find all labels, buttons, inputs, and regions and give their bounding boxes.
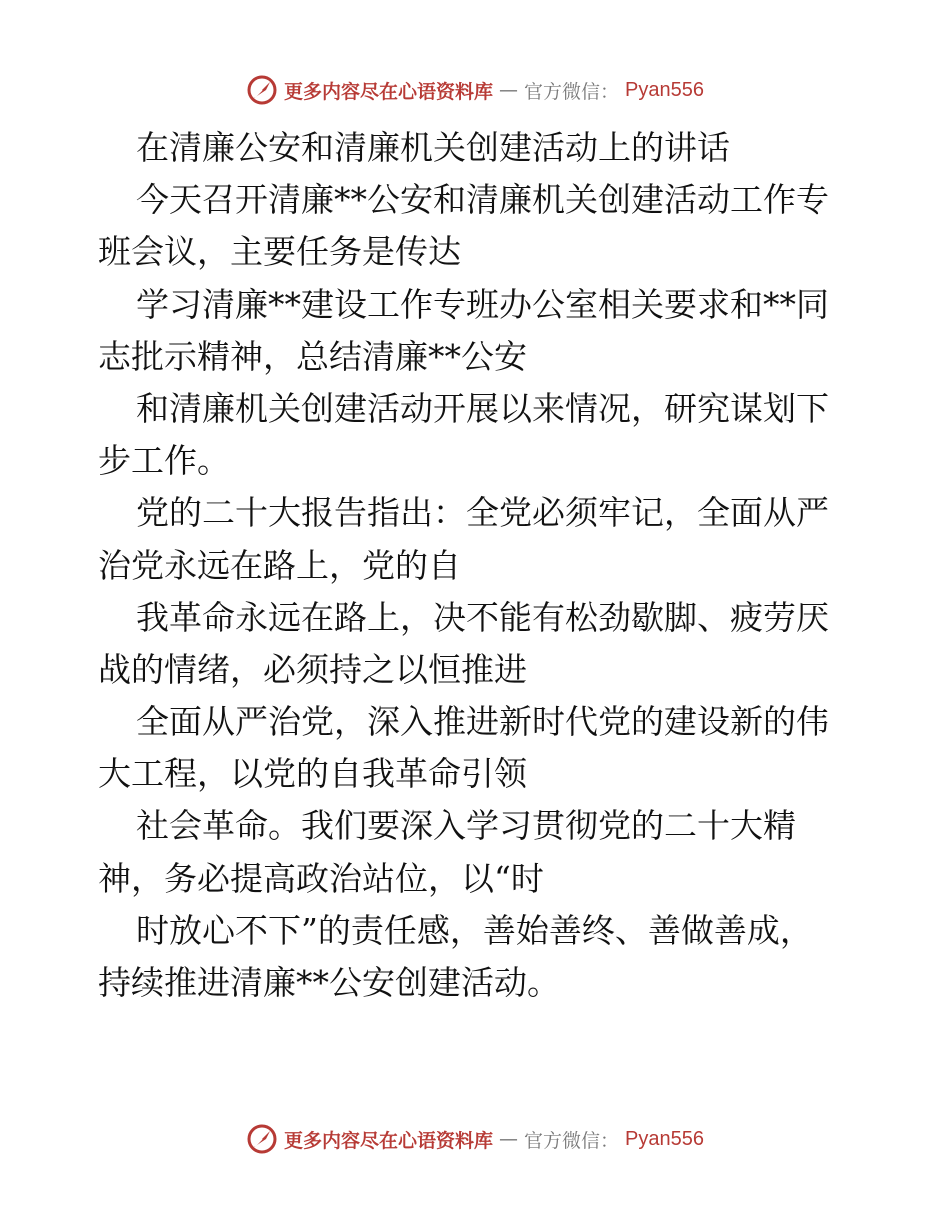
text-line: 今天召开清廉**公安和清廉机关创建活动工作专 [136, 180, 829, 220]
text-line: 社会革命。我们要深入学习贯彻党的二十大精 [136, 806, 796, 846]
text-line: 神，务必提高政治站位，以“时 [98, 858, 544, 898]
text-line: 和清廉机关创建活动开展以来情况，研究谋划下 [136, 388, 829, 428]
quill-logo-icon [246, 74, 278, 106]
text-line: 大工程，以党的自我革命引领 [98, 754, 527, 794]
text-line: 治党永远在路上，党的自 [98, 545, 461, 585]
header-banner-inner [246, 74, 704, 106]
text-line: 步工作。 [98, 441, 230, 481]
header-promo-text: 更多内容尽在心语资料库 [284, 80, 494, 103]
header-official-label: 官方微信： [524, 80, 620, 103]
text-line: 全面从严治党，深入推进新时代党的建设新的伟 [136, 702, 829, 742]
footer-official-label: 官方微信： [524, 1129, 620, 1152]
header-separator: — [499, 79, 519, 101]
quill-logo-icon [246, 1123, 278, 1155]
text-line: 班会议，主要任务是传达 [98, 232, 461, 272]
document-body [98, 122, 858, 1009]
text-line: 党的二十大报告指出：全党必须牢记，全面从严 [136, 493, 829, 533]
text-line: 志批示精神，总结清廉**公安 [98, 336, 527, 376]
footer-banner [0, 1119, 950, 1159]
document-title: 在清廉公安和清廉机关创建活动上的讲话 [136, 128, 730, 167]
footer-wechat-id: Pyan556 [625, 1127, 704, 1150]
text-line: 学习清廉**建设工作专班办公室相关要求和**同 [136, 284, 829, 324]
header-banner [0, 70, 950, 110]
footer-banner-inner [246, 1123, 704, 1155]
footer-promo-text: 更多内容尽在心语资料库 [284, 1129, 494, 1152]
text-line: 战的情绪，必须持之以恒推进 [98, 649, 527, 689]
footer-separator: — [499, 1128, 519, 1150]
header-wechat-id: Pyan556 [625, 78, 704, 101]
text-line: 我革命永远在路上，决不能有松劲歇脚、疲劳厌 [136, 597, 829, 637]
text-line: 持续推进清廉**公安创建活动。 [98, 963, 560, 1002]
text-line: 时放心不下”的责任感，善始善终、善做善成， [136, 910, 813, 950]
